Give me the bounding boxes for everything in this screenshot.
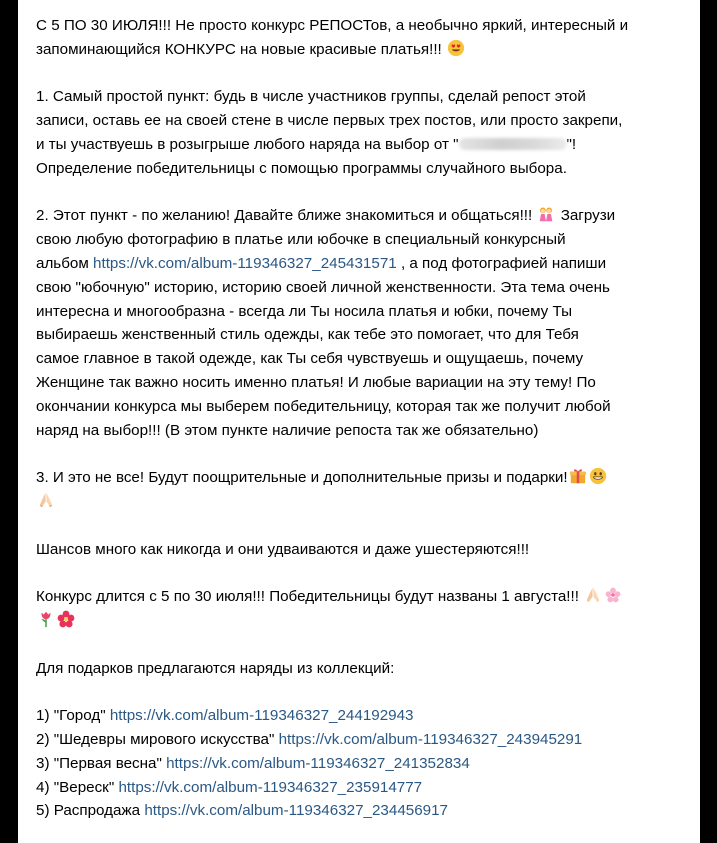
collection-link[interactable]: https://vk.com/album-119346327_243945291	[278, 730, 583, 748]
hibiscus-emoji-icon	[57, 610, 75, 628]
point-1-line-shop	[36, 133, 682, 157]
point-2-album-after: , а под фотографией напиши	[396, 254, 607, 272]
collection-item	[36, 799, 682, 823]
blurred-shop-name	[459, 138, 567, 150]
grinning-emoji-icon	[589, 467, 607, 485]
gift-emoji-icon	[569, 467, 587, 485]
point-2-line: свою "юбочную" историю, историю своей личной женственности. Эта тема очень	[36, 278, 610, 296]
point-2-text: 2. Этот пункт - по желанию! Давайте ближе знакомиться и общаться!!!	[36, 207, 537, 225]
point-1-line: Определение победительницы с помощью программы случайного выбора.	[36, 159, 567, 177]
collection-label: 5) Распродажа	[36, 802, 145, 820]
point-1-text: и ты участвуешь в розыгрыше любого наряда на выбор от "	[36, 135, 459, 153]
collection-label: 4) "Вереск"	[36, 778, 119, 796]
point-3-paragraph	[36, 466, 682, 514]
collection-label: 2) "Шедевры мирового искусства"	[36, 730, 279, 748]
point-2-text-end: Загрузи	[556, 207, 616, 225]
point-2-line: окончании конкурса мы выберем победительницу, которая так же получит любой	[36, 397, 611, 415]
duration-text: Конкурс длится с 5 по 30 июля!!! Победительницы будут названы 1 августа!!!	[36, 588, 584, 606]
tulip-emoji-icon	[37, 610, 55, 628]
collection-label: 1) "Город"	[36, 707, 110, 725]
praying-hands-emoji-icon	[37, 491, 55, 509]
point-2-line: наряд на выбор!!! (В этом пункте наличие репоста так же обязательно)	[36, 421, 539, 439]
point-2-line: Женщине так важно носить именно платья! И любые вариации на эту тему! По	[36, 373, 596, 391]
collection-item	[36, 728, 682, 752]
point-1-line: записи, оставь ее на своей стене в числе первых трех постов, или просто закрепи,	[36, 112, 623, 130]
contest-album-link[interactable]: https://vk.com/album-119346327_245431571	[93, 254, 397, 272]
collection-link[interactable]: https://vk.com/album-119346327_241352834	[166, 754, 470, 772]
duration-paragraph	[36, 585, 682, 633]
point-2-line: интересна и многообразна - всегда ли Ты носила платья и юбки, почему Ты	[36, 302, 573, 320]
collections-list	[36, 704, 682, 823]
point-2-line-album	[36, 252, 682, 276]
point-1-paragraph	[36, 85, 682, 180]
point-3-text: 3. И это не все! Будут поощрительные и дополнительные призы и подарки!	[36, 469, 568, 487]
gifts-title-paragraph	[36, 657, 682, 681]
collection-item	[36, 704, 682, 728]
post-text-body	[18, 0, 700, 843]
praying-hands-emoji-icon	[584, 586, 602, 604]
collection-link[interactable]: https://vk.com/album-119346327_235914777	[118, 778, 423, 796]
intro-line-2	[36, 38, 682, 62]
duration-emoji-line	[36, 609, 682, 633]
two-girls-emoji-icon	[537, 205, 555, 223]
collection-link[interactable]: https://vk.com/album-119346327_234456917	[144, 802, 448, 820]
point-2-line-1	[36, 204, 682, 228]
point-1-text-end: "!	[566, 135, 577, 153]
collection-item	[36, 776, 682, 800]
heart-eyes-emoji-icon	[447, 39, 465, 57]
point-2-line: выбираешь женственный стиль одежды, как тебе это помогает, что для Тебя	[36, 326, 579, 344]
point-2-line: самое главное в такой одежде, как Ты себя чувствуешь и ощущаешь, почему	[36, 350, 584, 368]
cherry-blossom-emoji-icon	[604, 586, 622, 604]
intro-paragraph	[36, 14, 682, 62]
collection-link[interactable]: https://vk.com/album-119346327_244192943	[109, 707, 414, 725]
duration-line	[36, 585, 682, 609]
point-2-line: свою любую фотографию в платье или юбочке в специальный конкурсный	[36, 231, 566, 249]
chances-paragraph	[36, 538, 682, 562]
point-3-line	[36, 466, 682, 490]
point-3-emoji-line	[36, 490, 682, 514]
chances-line: Шансов много как никогда и они удваиваются и даже ушестеряются!!!	[36, 540, 530, 558]
intro-line-2-text: запоминающийся КОНКУРС на новые красивые платья!!!	[36, 40, 446, 58]
point-2-album-label: альбом	[36, 254, 94, 272]
gifts-title: Для подарков предлагаются наряды из коллекций:	[36, 659, 395, 677]
collection-label: 3) "Первая весна"	[36, 754, 167, 772]
point-2-paragraph	[36, 204, 682, 442]
intro-line-1: С 5 ПО 30 ИЮЛЯ!!! Не просто конкурс РЕПОСТов, а необычно яркий, интересный и	[36, 17, 629, 34]
collection-item	[36, 752, 682, 776]
point-1-line: 1. Самый простой пункт: будь в числе участников группы, сделай репост этой	[36, 88, 586, 106]
